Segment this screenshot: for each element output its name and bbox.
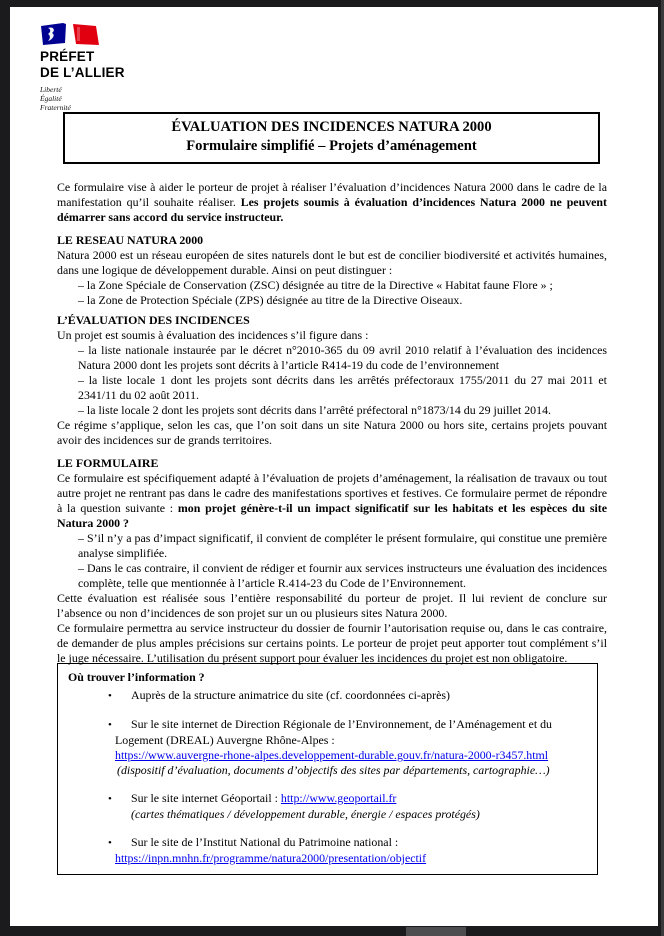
prefecture-line2: DE L’ALLIER [40,64,125,80]
info-bullet-geoportail [68,791,587,822]
link-line [115,851,587,866]
bullet-text: Sur le site internet Géoportail : [131,791,281,805]
motto-liberte: Liberté [40,85,62,94]
bullet-text: Sur le site internet de Direction Régionale de l’Environnement, de l’Aménagement et du Logement (DREAL) Auvergne Rhône-Alpes : [115,717,552,747]
document-title-box [63,112,600,164]
info-bullet-dreal [68,717,587,778]
info-box-heading: Où trouver l’information ? [68,670,205,684]
info-bullet-inpn [68,835,587,866]
intro-bold-text: Les projets soumis à évaluation d’incidences Natura 2000 ne peuvent démarrer sans accord du service instructeur. [57,195,607,224]
document-body [57,180,607,666]
document-page [10,7,658,926]
formulaire-bold-question: mon projet génère-t-il un impact significatif sur les habitats et les espèces du site Natura 2000 ? [57,501,607,530]
evaluation-footer-paragraph: Ce régime s’applique, selon les cas, que l’on soit dans un site Natura 2000 ou hors site, certains projets pouvant avoir des incidences sur de grands territoires. [57,418,607,447]
section-heading-evaluation: L’ÉVALUATION DES INCIDENCES [57,313,250,327]
list-item: – S’il n’y a pas d’impact significatif, il convient de compléter le présent formulaire, qui constitue une première analyse simplifiée. [78,531,607,560]
bullet-note: (cartes thématiques / développement durable, énergie / espaces protégés) [131,807,480,821]
horizontal-scrollbar-thumb[interactable] [406,927,466,936]
info-bullet-structure-animatrice [68,688,587,704]
link-line [115,748,587,763]
formulaire-text: Ce formulaire est spécifiquement adapté à l’évaluation de projets d’aménagement, la réalisation de travaux ou tout autre projet ne rentrant pas dans le cadre des manifestations sportives et festives. Ce formulaire permet de répondre à la question suivante : [57,471,607,515]
prefecture-line1: PRÉFET [40,49,95,64]
intro-paragraph [57,180,607,225]
motto-egalite: Égalité [40,93,62,103]
reseau-paragraph: Natura 2000 est un réseau européen de sites naturels dont le but est de concilier biodiversité et activités humaines, dans une logique de développement durable. Ainsi on peut distinguer : [57,248,607,277]
section-heading-reseau: LE RESEAU NATURA 2000 [57,233,204,247]
geoportail-link[interactable]: http://www.geoportail.fr [280,791,397,805]
section-heading-formulaire: LE FORMULAIRE [57,456,159,470]
formulaire-paragraph [57,471,607,531]
motto-fraternite: Fraternité [40,102,71,112]
closing-paragraph-1: Cette évaluation est réalisée sous l’entière responsabilité du porteur de projet. Il lui revient de conclure sur l’absence ou non d’incidences de son projet sur un ou plusieurs sites Natura 2000. [57,591,607,620]
document-subtitle: Formulaire simplifié – Projets d’aménagement [186,138,477,154]
list-item: – la Zone Spéciale de Conservation (ZSC) désignée au titre de la Directive « Habitat faune Flore » ; [78,278,553,292]
bullet-icon: • [108,719,112,731]
french-government-logo [40,23,125,112]
info-box [57,663,598,875]
reseau-list [78,278,607,308]
bullet-icon: • [108,793,112,805]
list-item: – la Zone de Protection Spéciale (ZPS) désignée au titre de la Directive Oiseaux. [78,293,463,307]
list-item: – la liste locale 2 dont les projets sont décrits dans l’arrêté préfectoral n°1873/14 du 29 juillet 2014. [78,403,551,417]
prefecture-name [40,49,125,80]
evaluation-list [78,343,607,418]
bullet-text: Auprès de la structure animatrice du site (cf. coordonnées ci-après) [131,688,450,702]
list-item: – Dans le cas contraire, il convient de rédiger et fournir aux services instructeurs une évaluation des incidences complète, telle que mentionnée à l’article R.414-23 du Code de l’Environnement. [78,561,607,590]
bullet-note: (dispositif d’évaluation, documents d’objectifs des sites par départements, cartographie…) [117,763,550,777]
list-item: – la liste locale 1 dont les projets sont décrits dans les arrêtés préfectoraux 1755/2011 du 27 mai 2011 et 2341/11 du 02 août 2011. [78,373,607,402]
bullet-icon: • [108,837,112,849]
list-item: – la liste nationale instaurée par le décret n°2010-365 du 09 avril 2010 relatif à l’évaluation des incidences Natura 2000 dont les projets sont décrits à l’article R414-19 du code de l’environnement [78,343,607,372]
bullet-icon: • [108,690,112,702]
evaluation-paragraph: Un projet est soumis à évaluation des incidences s’il figure dans : [57,328,369,342]
republic-motto [40,86,125,112]
french-flag-marianne-icon [40,23,100,46]
intro-text: Ce formulaire vise à aider le porteur de projet à réaliser l’évaluation d’incidences Natura 2000 dans le cadre de la manifestation qu’il souhaite réaliser. [57,180,607,209]
formulaire-list [78,531,607,591]
dreal-natura2000-link[interactable]: https://www.auvergne-rhone-alpes.developpement-durable.gouv.fr/natura-2000-r3457.html [115,748,549,762]
inpn-link[interactable]: https://inpn.mnhn.fr/programme/natura2000/presentation/objectif [115,851,427,865]
bullet-text: Sur le site de l’Institut National du Patrimoine national : [131,835,399,849]
closing-paragraph-2: Ce formulaire permettra au service instructeur du dossier de fournir l’autorisation requise ou, dans le cas contraire, de demander de plus amples précisions sur certains points. Le porteur de projet peut apporter tout complément s’il le juge nécessaire. L’utilisation du présent support pour évaluer les incidences du projet est non obligatoire. [57,621,607,665]
document-title: ÉVALUATION DES INCIDENCES NATURA 2000 [171,119,492,135]
